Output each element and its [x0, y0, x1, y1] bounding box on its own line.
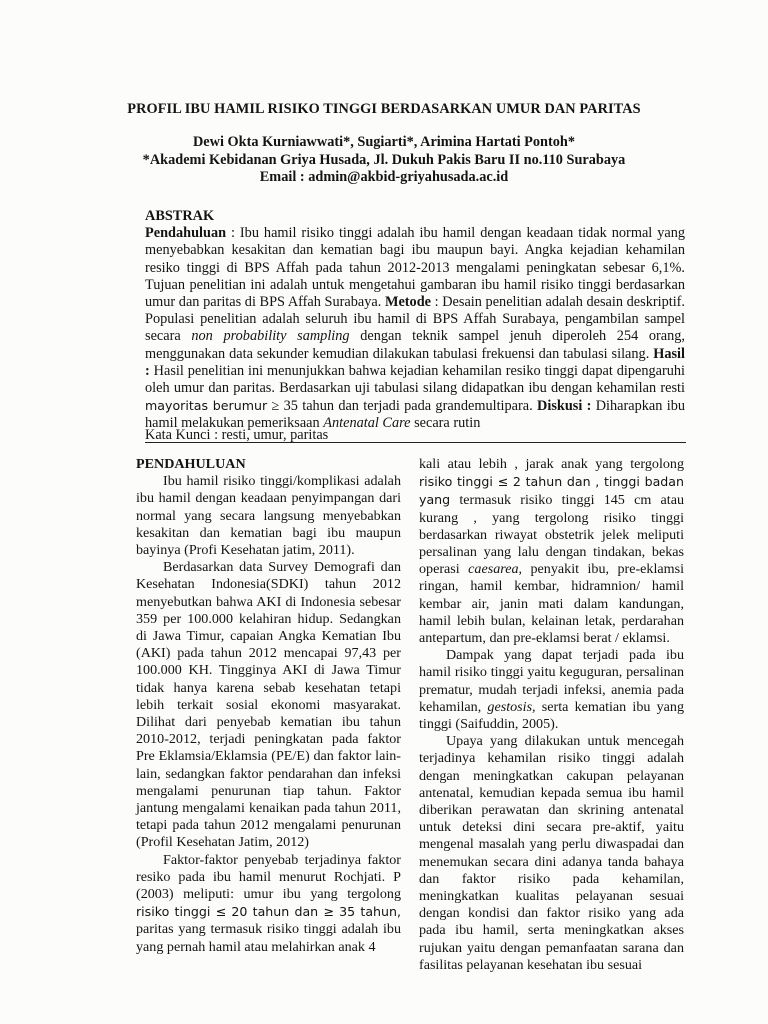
paragraph	[419, 647, 684, 733]
paragraph-text: termasuk risiko tinggi 145 cm atau kurang , yang tergolong risiko tinggi berdasarkan riwayat obstetrik jelek meliputi persalinan yang lalu dengan tindakan, bekas operasi	[419, 492, 684, 578]
discussion-italic: Antenatal Care	[323, 415, 411, 432]
abstract-section	[145, 208, 685, 433]
discussion-text-b: secara rutin	[410, 415, 481, 432]
section-heading-pendahuluan: PENDAHULUAN	[136, 456, 246, 472]
paragraph: Upaya yang dilakukan untuk mencegah terjadinya kehamilan risiko tinggi adalah dengan meningkatkan cakupan pelayanan antenatal, kemudian kepada semua ibu hamil diberikan perawatan dan skrining antenatal untuk deteksi dini secara pre-aktif, yaitu mengenal masalah yang perlu diwaspadai dan menemukan secara dini adanya tanda bahaya dan faktor risiko pada kehamilan, meningkatkan kualitas pelayanan sesuai dengan kondisi dan faktor risiko yang ada pada ibu hamil, serta meningkatkan akses rujukan yaitu dengan pemanfaatan sarana dan fasilitas pelayanan kesehatan ibu sesuai	[419, 733, 684, 973]
result-text-b: ≥ 35 tahun dan terjadi pada grandemultipara.	[267, 398, 538, 415]
paragraph	[136, 852, 401, 956]
right-column	[419, 456, 684, 974]
section-divider	[145, 442, 686, 443]
paragraph-text: paritas yang termasuk risiko tinggi adalah ibu yang pernah hamil atau melahirkan anak 4	[136, 921, 401, 955]
intro-text: : Ibu hamil risiko tinggi adalah ibu hamil dengan keadaan tidak normal yang menyebabkan kesakitan dan kematian bagi ibu maupun bayi. Angka kejadian kehamilan resiko tinggi di BPS Affah pada tahun 2012-2013 mengalami peningkatan sebesar 6,1%. Tujuan penelitian ini adalah untuk mengetahui gambaran ibu hamil risiko tinggi berdasarkan umur dan paritas di BPS Affah Surabaya.	[145, 225, 685, 311]
intro-label: Pendahuluan	[145, 225, 227, 242]
author-names: Dewi Okta Kurniawwati*, Sugiarti*, Arimina Hartati Pontoh*	[192, 134, 576, 150]
keywords: Kata Kunci : resti, umur, paritas	[145, 427, 329, 443]
paragraph	[419, 456, 684, 647]
abstract-heading: ABSTRAK	[145, 208, 215, 224]
result-mono-text: mayoritas berumur	[145, 398, 268, 414]
discussion-label: Diskusi :	[537, 398, 592, 415]
method-text-b: dengan teknik sampel jenuh diperoleh 254 orang, menggunakan data sekunder kemudian dilakukan tabulasi frekuensi dan tabulasi silang.	[145, 328, 685, 362]
author-email: Email : admin@akbid-griyahusada.ac.id	[259, 169, 509, 185]
italic-text: caesarea	[468, 561, 519, 578]
abstract-body	[145, 225, 685, 432]
paragraph-text: Faktor-faktor penyebab terjadinya faktor resiko pada ibu hamil menurut Rochjati. P (2003) meliputi: umur ibu yang tergolong	[136, 851, 401, 903]
left-column	[136, 456, 401, 956]
mono-text: risiko tinggi ≤ 20 tahun dan ≥ 35 tahun,	[136, 904, 401, 920]
paragraph-text: serta kematian ibu yang tinggi (Saifuddin, 2005).	[419, 698, 685, 733]
paragraph: Ibu hamil risiko tinggi/komplikasi adalah ibu hamil dengan keadaan penyimpangan dari normal yang secara langsung menyebabkan kesakitan dan kematian bagi ibu maupun bayinya (Profi Kesehatan jatim, 2011).	[136, 473, 401, 559]
result-text-a: Hasil penelitian ini menunjukkan bahwa kejadian kehamilan resiko tinggi dapat dipengaruhi oleh umur dan paritas. Berdasarkan uji tabulasi silang didapatkan ibu dengan kehamilan resti	[145, 362, 685, 397]
method-italic: non probability sampling	[191, 328, 350, 345]
author-block	[0, 134, 768, 187]
mono-text: risiko tinggi ≤ 2 tahun dan , tinggi badan yang	[419, 474, 684, 508]
discussion-text-a: Diharapkan ibu hamil melakukan pemeriksaan	[145, 398, 686, 432]
paragraph-text: , penyakit ibu, pre-eklamsi ringan, hamil kembar, hidramnion/ hamil kembar air, janin mati dalam kandungan, hamil lebih bulan, kelainan letak, perdarahan antepartum, dan pre-eklamsi berat / eklamsi.	[419, 561, 684, 647]
italic-text: gestosis,	[487, 698, 536, 715]
paragraph: Berdasarkan data Survey Demografi dan Kesehatan Indonesia(SDKI) tahun 2012 menyebutkan bahwa AKI di Indonesia sebesar 359 per 100.000 kelahiran hidup. Sedangkan di Jawa Timur, capaian Angka Kematian Ibu (AKI) pada tahun 2012 mencapai 97,43 per 100.000 KH. Tingginya AKI di Jawa Timur tidak hanya karena sebab kesehatan tetapi lebih terkait sosial ekonomi masyarakat. Dilihat dari penyebab kematian ibu tahun 2010-2012, terjadi peningkatan pada faktor Pre Eklamsia/Eklamsia (PE/E) dan faktor lain-lain, sedangkan faktor pendarahan dan infeksi mengalami penurunan tiap tahun. Faktor jantung mengalami kenaikan pada tahun 2011, tetapi pada tahun 2012 mengalami penurunan (Profil Kesehatan Jatim, 2012)	[136, 559, 401, 851]
author-affiliation: *Akademi Kebidanan Griya Husada, Jl. Dukuh Pakis Baru II no.110 Surabaya	[142, 151, 626, 168]
paper-title: PROFIL IBU HAMIL RISIKO TINGGI BERDASARKAN UMUR DAN PARITAS	[127, 101, 641, 117]
method-text-a: : Desain penelitian adalah desain deskriptif. Populasi penelitian adalah seluruh ibu hamil di BPS Affah Surabaya, pengambilan sampel secara	[145, 294, 686, 345]
paragraph-text: Dampak yang dapat terjadi pada ibu hamil risiko tinggi yaitu keguguran, persalinan prematur, mudah terjadi infeksi, anemia pada kehamilan,	[419, 647, 684, 715]
paragraph-text: kali atau lebih , jarak anak yang tergolong	[419, 456, 684, 472]
result-label: Hasil :	[145, 345, 685, 379]
method-label: Metode	[384, 294, 431, 311]
